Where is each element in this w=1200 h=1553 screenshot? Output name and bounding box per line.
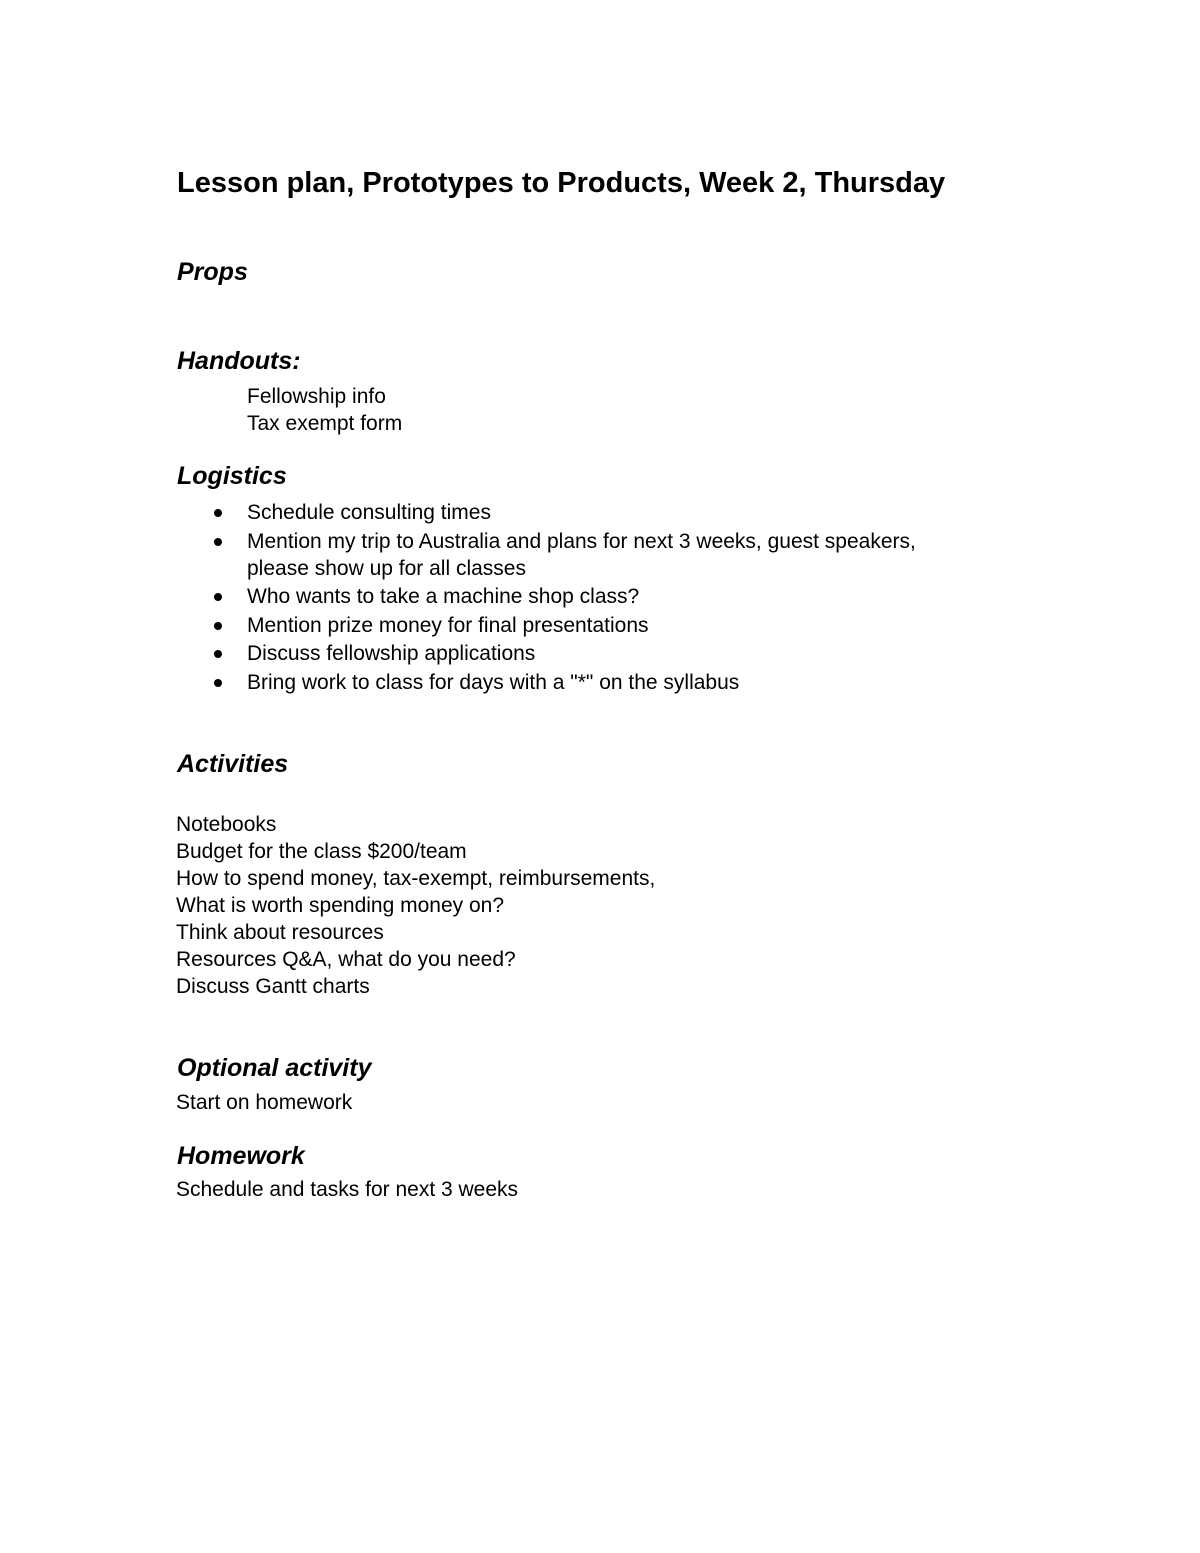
logistics-item-text: Schedule consulting times bbox=[247, 501, 491, 524]
activity-item: Think about resources bbox=[176, 921, 384, 944]
optional-activity-text: Start on homework bbox=[176, 1091, 353, 1114]
activities-heading: Activities bbox=[177, 750, 289, 778]
handouts-heading: Handouts: bbox=[177, 347, 301, 375]
document-title: Lesson plan, Prototypes to Products, Week 2, Thursday bbox=[177, 167, 946, 199]
activity-item: How to spend money, tax-exempt, reimbursements, bbox=[176, 867, 656, 890]
homework-text: Schedule and tasks for next 3 weeks bbox=[176, 1178, 519, 1201]
logistics-list bbox=[247, 499, 916, 698]
activity-item: Discuss Gantt charts bbox=[176, 975, 370, 998]
logistics-item-text-continued: please show up for all classes bbox=[247, 556, 526, 580]
handout-item: Fellowship info bbox=[247, 385, 386, 408]
logistics-item-text: Mention my trip to Australia and plans for next 3 weeks, guest speakers, bbox=[247, 529, 916, 553]
bullet-icon bbox=[214, 650, 222, 658]
handouts-list bbox=[247, 383, 402, 437]
handout-item: Tax exempt form bbox=[247, 412, 403, 435]
logistics-item-text: Discuss fellowship applications bbox=[247, 642, 536, 666]
logistics-item-text: Who wants to take a machine shop class? bbox=[247, 585, 640, 609]
logistics-item bbox=[247, 612, 916, 639]
logistics-item bbox=[247, 499, 916, 526]
activity-item: Notebooks bbox=[176, 813, 277, 836]
logistics-item bbox=[247, 583, 916, 610]
bullet-icon bbox=[214, 622, 222, 630]
homework-heading: Homework bbox=[177, 1142, 305, 1170]
logistics-item-text: Mention prize money for final presentations bbox=[247, 613, 649, 637]
bullet-icon bbox=[214, 509, 222, 517]
bullet-icon bbox=[214, 593, 222, 601]
bullet-icon bbox=[214, 679, 222, 687]
activity-item: Budget for the class $200/team bbox=[176, 840, 467, 863]
props-heading: Props bbox=[177, 258, 248, 286]
logistics-heading: Logistics bbox=[177, 462, 287, 490]
activity-item: What is worth spending money on? bbox=[176, 894, 505, 917]
optional-activity-heading: Optional activity bbox=[177, 1054, 372, 1082]
logistics-item bbox=[247, 669, 916, 696]
logistics-item-text: Bring work to class for days with a "*" on the syllabus bbox=[247, 670, 740, 694]
activity-item: Resources Q&A, what do you need? bbox=[176, 948, 516, 971]
bullet-icon bbox=[214, 538, 222, 546]
logistics-item bbox=[247, 640, 916, 667]
logistics-item bbox=[247, 528, 916, 582]
activities-list bbox=[176, 811, 655, 1000]
